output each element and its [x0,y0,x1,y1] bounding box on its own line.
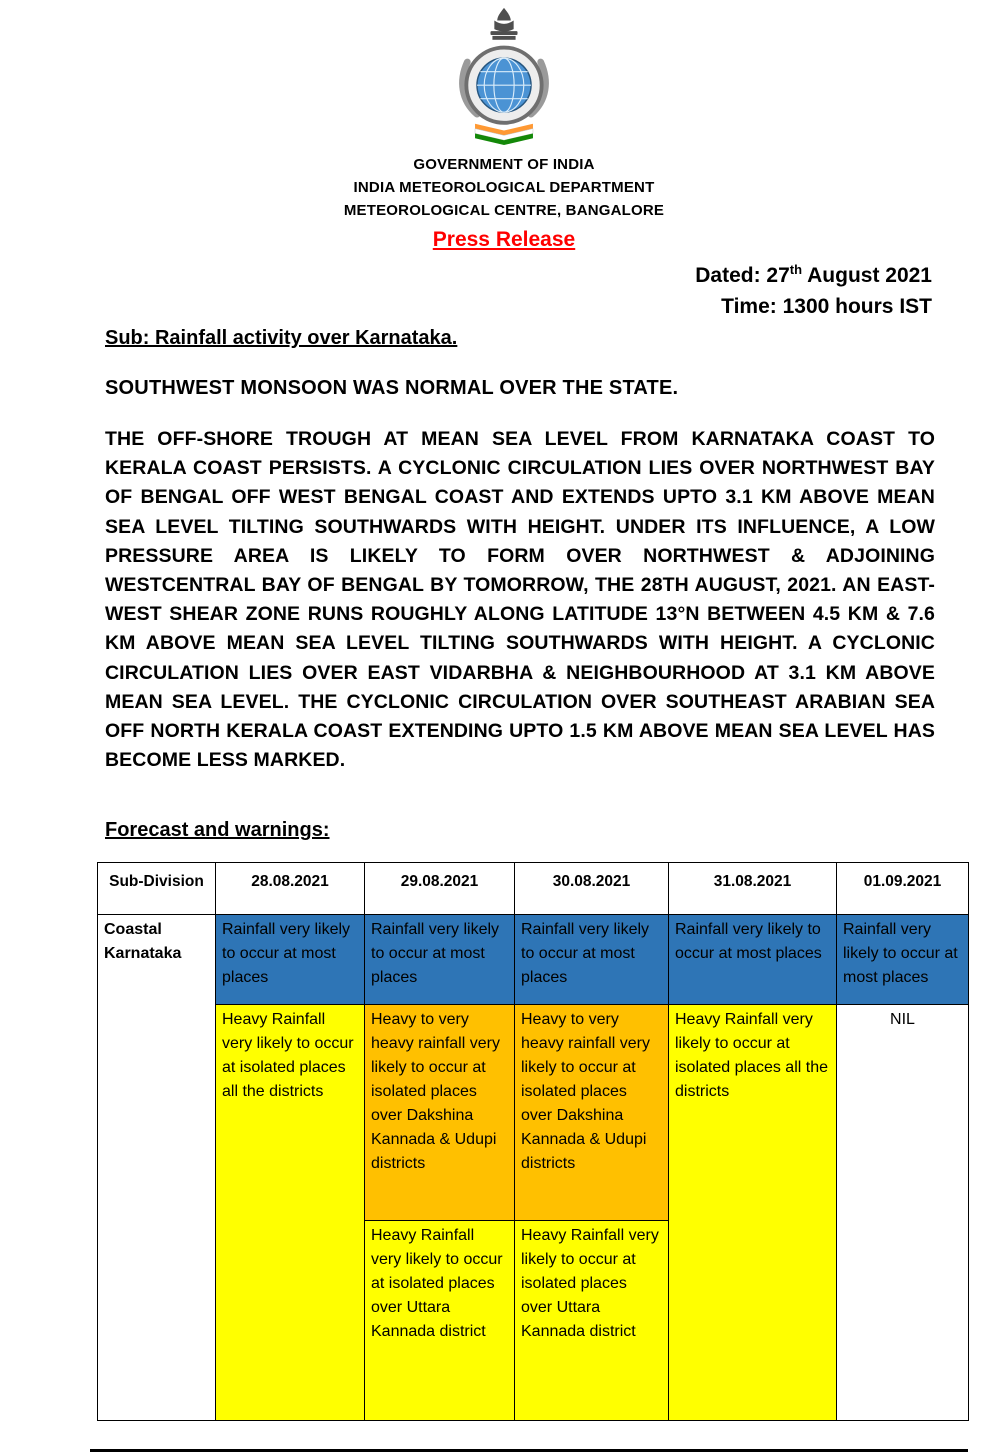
rainfall-cell-28-08: Rainfall very likely to occur at most places [216,915,365,1005]
col-header-31-08-2021: 31.08.2021 [669,863,837,915]
org-line-department: INDIA METEOROLOGICAL DEPARTMENT [353,179,655,196]
col-header-01-09-2021: 01.09.2021 [837,863,969,915]
dateline-block [0,254,1008,322]
col-header-30-08-2021: 30.08.2021 [515,863,669,915]
rainfall-cell-01-09: Rainfall very likely to occur at most places [837,915,969,1005]
warning-cell-01-09-nil: NIL [837,1005,969,1421]
forecast-table [97,862,969,1421]
emblem-block [444,6,564,151]
rainfall-cell-29-08: Rainfall very likely to occur at most places [365,915,515,1005]
press-release-label: Press Release [432,228,576,251]
warning-cell-31-08-heavy: Heavy Rainfall very likely to occur at isolated places all the districts [669,1005,837,1421]
warning-cell-30-08-very-heavy: Heavy to very heavy rainfall very likely to occur at isolated places over Dakshina Kannada & Udupi districts [515,1005,669,1221]
col-header-28-08-2021: 28.08.2021 [216,863,365,915]
dated-month-year: August 2021 [802,264,932,287]
warning-cell-29-08-heavy: Heavy Rainfall very likely to occur at isolated places over Uttara Kannada district [365,1221,515,1421]
synopsis-paragraph: THE OFF-SHORE TROUGH AT MEAN SEA LEVEL FROM KARNATAKA COAST TO KERALA COAST PERSISTS. A CYCLONIC CIRCULATION LIES OVER NORTHWEST BAY OF BENGAL OFF WEST BENGAL COAST AND EXTENDS UPTO 3.1 KM ABOVE MEAN SEA LEVEL TILTING SOUTHWARDS WITH HEIGHT. UNDER ITS INFLUENCE, A LOW PRESSURE AREA IS LIKELY TO FORM OVER NORTHWEST & ADJOINING WESTCENTRAL BAY OF BENGAL BY TOMORROW, THE 28TH AUGUST, 2021. AN EAST-WEST SHEAR ZONE RUNS ROUGHLY ALONG LATITUDE 13°N BETWEEN 4.5 KM & 7.6 KM ABOVE MEAN SEA LEVEL TILTING SOUTHWARDS WITH HEIGHT. A CYCLONIC CIRCULATION LIES OVER EAST VIDARBHA & NEIGHBOURHOOD AT 3.1 KM ABOVE MEAN SEA LEVEL. THE CYCLONIC CIRCULATION OVER SOUTHEAST ARABIAN SEA OFF NORTH KERALA COAST EXTENDING UPTO 1.5 KM ABOVE MEAN SEA LEVEL HAS BECOME LESS MARKED. [105,428,935,772]
subject-text: Sub: Rainfall activity over Karnataka. [105,327,458,349]
warning-cell-30-08-heavy: Heavy Rainfall very likely to occur at isolated places over Uttara Kannada district [515,1221,669,1421]
table-header-row [98,863,969,915]
forecast-heading-text: Forecast and warnings: [105,819,330,842]
col-header-sub-division: Sub-Division [98,863,216,915]
subject-line [105,327,936,350]
date-ordinal: th [789,262,803,277]
india-emblem-imd-logo-icon [444,6,564,146]
org-line-centre: METEOROLOGICAL CENTRE, BANGALORE [343,202,665,219]
warning-row-top [98,1005,969,1221]
org-header [0,153,1008,222]
monsoon-headline: SOUTHWEST MONSOON WAS NORMAL OVER THE STATE. [105,377,679,399]
sub-division-cell: Coastal Karnataka [98,915,216,1421]
dated-line [0,254,932,291]
warning-cell-29-08-very-heavy: Heavy to very heavy rainfall very likely to occur at isolated places over Dakshina Kannada & Udupi districts [365,1005,515,1221]
warning-cell-28-08-heavy: Heavy Rainfall very likely to occur at isolated places all the districts [216,1005,365,1421]
col-header-29-08-2021: 29.08.2021 [365,863,515,915]
rainfall-cell-30-08: Rainfall very likely to occur at most places [515,915,669,1005]
forecast-heading [105,819,936,842]
dated-text: Dated: 27 [695,264,790,287]
time-line: Time: 1300 hours IST [721,295,932,318]
org-line-government: GOVERNMENT OF INDIA [413,156,595,173]
rainfall-forecast-row [98,915,969,1005]
rainfall-cell-31-08: Rainfall very likely to occur at most places [669,915,837,1005]
press-release-title [0,228,1008,252]
